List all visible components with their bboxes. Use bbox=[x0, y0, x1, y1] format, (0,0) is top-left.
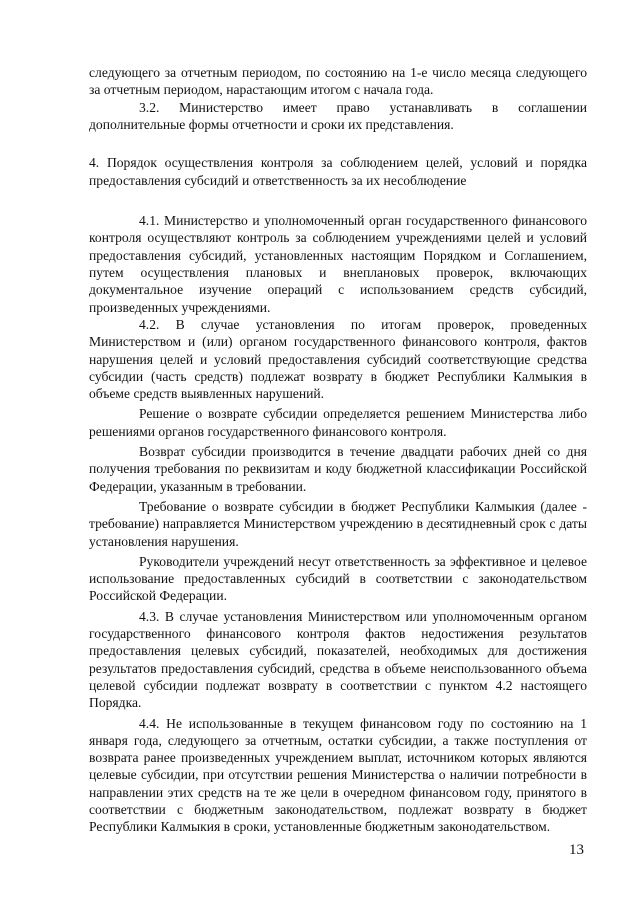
paragraph-4-3: 4.3. В случае установления Министерством или уполномоченным органом государственного финансового контроля фактов недостижения результатов предоставления целевых субсидий, показателей, необходимых для достижения результатов предоставления субсидий, средства в объеме неиспользованного объема целевой субсидии подлежат возврату в соответствии с пунктом 4.2 настоящего Порядка. bbox=[89, 608, 587, 711]
paragraph-4-1: 4.1. Министерство и уполномоченный орган государственного финансового контроля осуществляют контроль за соблюдением учреждениями целей и условий предоставления субсидий, установленных настоящим Порядком и Соглашением, путем осуществления плановых и внеплановых проверок, включающих документальное изучение операций с использованием средств субсидий, произведенных учреждениями. bbox=[89, 213, 587, 315]
paragraph-3-2: 3.2. Министерство имеет право устанавливать в соглашении дополнительные формы отчетности и сроки их представления. bbox=[89, 99, 587, 132]
paragraph-4-2: 4.2. В случае установления по итогам проверок, проведенных Министерством и (или) органом государственного финансового контроля, фактов нарушения целей и условий предоставления субсидий соответствующие средства субсидии (часть средств) подлежат возврату в бюджет Республики Калмыкия в объеме средств выявленных нарушений. bbox=[89, 316, 587, 402]
paragraph-heads: Руководители учреждений несут ответственность за эффективное и целевое использование предоставленных субсидий в соответствии с законодательством Российской Федерации. bbox=[89, 553, 587, 604]
paragraph-4-4: 4.4. Не использованные в текущем финансовом году по состоянию на 1 января года, следующего за отчетным, остатки субсидии, а также поступления от возврата ранее произведенных учреждением выплат, источником которых являются целевые субсидии, при отсутствии решения Министерства о наличии потребности в направлении этих средств на те же цели в очередном финансовом году, принятого в соответствии с бюджетным законодательством, подлежат возврату в бюджет Республики Калмыкия в сроки, установленные бюджетным законодательством. bbox=[89, 715, 587, 835]
paragraph-continuation: следующего за отчетным периодом, по состоянию на 1-е число месяца следующего за отчетным периодом, нарастающим итогом с начала года. bbox=[89, 65, 587, 98]
section-4-heading: 4. Порядок осуществления контроля за соблюдением целей, условий и порядка предоставления субсидий и ответственность за их несоблюдение bbox=[89, 155, 587, 189]
paragraph-decision: Решение о возврате субсидии определяется решением Министерства либо решениями органов государственного финансового контроля. bbox=[89, 406, 587, 439]
paragraph-demand: Требование о возврате субсидии в бюджет Республики Калмыкия (далее - требование) направляется Министерством учреждению в десятидневный срок с даты установления нарушения. bbox=[89, 498, 587, 549]
paragraph-return: Возврат субсидии производится в течение двадцати рабочих дней со дня получения требования по реквизитам и коду бюджетной классификации Российской Федерации, указанным в требовании. bbox=[89, 444, 587, 494]
page-number: 13 bbox=[569, 842, 584, 858]
page-body bbox=[89, 64, 587, 836]
